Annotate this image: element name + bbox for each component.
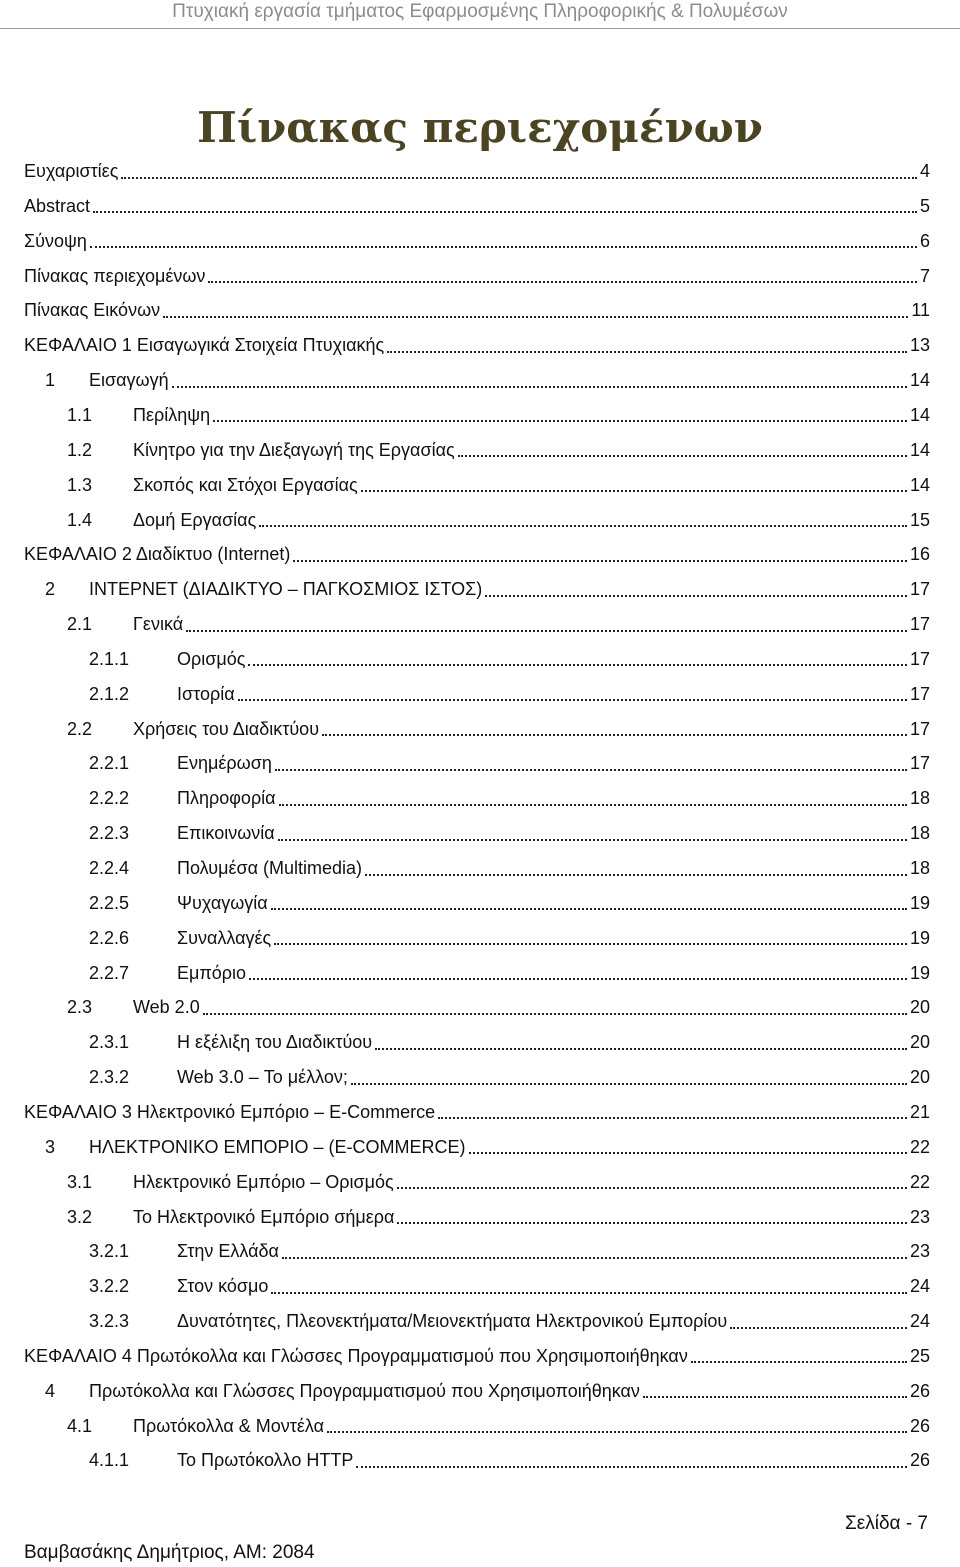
dot-leader — [361, 478, 907, 492]
toc-entry-page: 5 — [919, 195, 930, 216]
toc-entry-label: Πρωτόκολλα & Μοντέλα — [133, 1415, 325, 1436]
toc-entry-number: 2.3.1 — [89, 1032, 130, 1053]
dot-leader — [322, 722, 907, 736]
toc-entry-label: Web 3.0 – Το μέλλον; — [177, 1067, 348, 1088]
dot-leader — [279, 792, 907, 806]
toc-entry-number: 2.2.7 — [89, 962, 130, 983]
toc-entry[interactable] — [24, 1095, 930, 1130]
toc-entry-label: Χρήσεις του Διαδικτύου — [133, 718, 320, 739]
page-title: Πίνακας περιεχομένων — [197, 103, 763, 152]
toc-entry[interactable] — [89, 1269, 930, 1304]
toc-entry-page: 11 — [911, 300, 930, 321]
toc-entry-page: 14 — [909, 404, 930, 425]
toc-entry-number: 1.2 — [67, 439, 93, 460]
toc-entry[interactable] — [89, 921, 930, 956]
dot-leader — [327, 1419, 907, 1433]
toc-entry[interactable] — [24, 259, 930, 294]
toc-entry[interactable] — [45, 572, 930, 607]
toc-entry-number: 4.1.1 — [89, 1450, 130, 1471]
page-number: Σελίδα - 7 — [845, 1513, 928, 1534]
toc-entry-page: 19 — [909, 892, 930, 913]
dot-leader — [356, 1454, 907, 1468]
toc-entry-page: 19 — [909, 927, 930, 948]
toc-entry-label: Πίνακας Εικόνων — [24, 300, 161, 321]
toc-entry[interactable] — [89, 1443, 930, 1478]
dot-leader — [208, 269, 917, 283]
toc-entry-page: 17 — [909, 614, 930, 635]
toc-entry-page: 22 — [909, 1136, 930, 1157]
toc-entry-page: 17 — [909, 683, 930, 704]
toc-entry-page: 17 — [909, 648, 930, 669]
toc-entry-page: 19 — [909, 962, 930, 983]
toc-entry-page: 25 — [909, 1345, 930, 1366]
toc-entry-number: 2.2.6 — [89, 927, 130, 948]
toc-entry[interactable] — [24, 1339, 930, 1374]
toc-entry-label: ΚΕΦΑΛΑΙΟ 4 Πρωτόκολλα και Γλώσσες Προγραμματισμού που Χρησιμοποιήθηκαν — [24, 1345, 688, 1366]
dot-leader — [213, 408, 907, 422]
dot-leader — [278, 827, 907, 841]
toc-entry[interactable] — [67, 433, 930, 468]
dot-leader — [351, 1071, 907, 1085]
toc-entry-label: Σκοπός και Στόχοι Εργασίας — [133, 474, 358, 495]
toc-entry[interactable] — [45, 1130, 930, 1165]
dot-leader — [469, 1140, 907, 1154]
toc-entry-page: 21 — [909, 1101, 930, 1122]
toc-entry-label: Στην Ελλάδα — [177, 1241, 279, 1262]
toc-entry-label: Το Ηλεκτρονικό Εμπόριο σήμερα — [133, 1206, 395, 1227]
toc-entry[interactable] — [89, 816, 930, 851]
toc-entry-label: Το Πρωτόκολλο HTTP — [177, 1450, 354, 1471]
dot-leader — [397, 1210, 907, 1224]
dot-leader — [93, 199, 917, 213]
toc-entry-number: 3.2 — [67, 1206, 93, 1227]
dot-leader — [259, 513, 907, 527]
toc-entry-label: Abstract — [24, 195, 91, 216]
dot-leader — [458, 443, 907, 457]
toc-entry-label: Ιστορία — [177, 683, 235, 704]
dot-leader — [249, 966, 907, 980]
toc-entry-number: 4 — [45, 1380, 56, 1401]
toc-entry-label: ΚΕΦΑΛΑΙΟ 2 Διαδίκτυο (Internet) — [24, 544, 291, 565]
toc-entry[interactable] — [67, 1165, 930, 1200]
dot-leader — [730, 1315, 907, 1329]
dot-leader — [643, 1384, 907, 1398]
toc-entry-page: 20 — [909, 997, 930, 1018]
toc-entry-label: Ενημέρωση — [177, 753, 272, 774]
toc-entry[interactable] — [89, 746, 930, 781]
toc-entry-label: Η εξέλιξη του Διαδικτύου — [177, 1032, 373, 1053]
toc-entry[interactable] — [89, 1304, 930, 1339]
toc-entry-label: ΚΕΦΑΛΑΙΟ 1 Εισαγωγικά Στοιχεία Πτυχιακής — [24, 335, 385, 356]
toc-entry-label: Δομή Εργασίας — [133, 509, 257, 530]
toc-entry-number: 2.1 — [67, 614, 93, 635]
toc-entry-page: 23 — [909, 1241, 930, 1262]
toc-entry-label: ΚΕΦΑΛΑΙΟ 3 Ηλεκτρονικό Εμπόριο – E-Commerce — [24, 1101, 436, 1122]
toc-entry[interactable] — [89, 886, 930, 921]
toc-entry-page: 17 — [909, 753, 930, 774]
toc-entry-number: 2.2.4 — [89, 858, 130, 878]
dot-leader — [365, 862, 907, 876]
dot-leader — [293, 548, 907, 562]
dot-leader — [271, 1280, 907, 1294]
header-divider — [0, 28, 960, 29]
toc-entry-number: 1 — [45, 370, 56, 391]
toc-entry-label: Γενικά — [133, 614, 184, 635]
dot-leader — [172, 374, 907, 388]
toc-entry-page: 18 — [909, 788, 930, 809]
running-header: Πτυχιακή εργασία τμήματος Εφαρμοσμένης Πληροφορικής & Πολυμέσων — [172, 1, 788, 22]
dot-leader — [163, 304, 908, 318]
toc-entry-label: ΙΝΤΕΡΝΕΤ (ΔΙΑΔΙΚΤΥΟ – ΠΑΓΚΟΣΜΙΟΣ ΙΣΤΟΣ) — [89, 579, 483, 600]
toc-entry-number: 3 — [45, 1136, 56, 1157]
toc-entry-page: 18 — [909, 823, 930, 844]
toc-entry[interactable] — [67, 990, 930, 1025]
toc-entry-page: 14 — [909, 439, 930, 460]
toc-entry-label: Ψυχαγωγία — [177, 892, 268, 913]
toc-entry[interactable] — [89, 677, 930, 712]
dot-leader — [203, 1001, 907, 1015]
toc-entry-label: Πίνακας περιεχομένων — [24, 265, 206, 286]
dot-leader — [271, 896, 907, 910]
author-footer: Βαμβασάκης Δημήτριος, ΑΜ: 2084 — [24, 1542, 315, 1563]
toc-entry[interactable] — [67, 607, 930, 642]
toc-entry-label: Ηλεκτρονικό Εμπόριο – Ορισμός — [133, 1171, 394, 1192]
toc-entry-page: 6 — [919, 230, 930, 251]
toc-entry-number: 1.3 — [67, 474, 93, 495]
toc-entry-page: 14 — [909, 474, 930, 495]
toc-entry-number: 2.3.2 — [89, 1067, 130, 1088]
toc-entry-page: 20 — [909, 1032, 930, 1053]
dot-leader — [274, 931, 907, 945]
toc-entry-number: 2.1.2 — [89, 683, 130, 704]
toc-entry[interactable] — [24, 328, 930, 363]
toc-entry-label: Σύνοψη — [24, 230, 87, 251]
toc-entry[interactable] — [24, 189, 930, 224]
toc-entry-label: Ορισμός — [177, 648, 246, 669]
dot-leader — [121, 165, 917, 179]
toc-entry-label: Στον κόσμο — [177, 1276, 269, 1297]
toc-entry-page: 17 — [909, 579, 930, 600]
toc-entry-page: 26 — [909, 1450, 930, 1471]
toc-entry[interactable] — [45, 363, 930, 398]
toc-entry-label: Κίνητρο για την Διεξαγωγή της Εργασίας — [133, 439, 455, 460]
toc-entry-label: Εισαγωγή — [89, 370, 169, 391]
toc-entry-page: 18 — [909, 858, 930, 878]
toc-entry-page: 17 — [909, 718, 930, 739]
dot-leader — [90, 234, 917, 248]
dot-leader — [248, 652, 907, 666]
toc-entry[interactable] — [89, 642, 930, 677]
toc-entry-number: 2.2 — [67, 718, 93, 739]
toc-entry-page: 26 — [909, 1415, 930, 1436]
toc-entry-page: 4 — [919, 161, 930, 181]
toc-entry-number: 2.2.5 — [89, 892, 130, 913]
toc-entry-number: 2 — [45, 579, 56, 600]
toc-entry[interactable] — [67, 398, 930, 433]
dot-leader — [275, 757, 907, 771]
toc-entry-number: 2.2.3 — [89, 823, 130, 844]
toc-entry[interactable] — [89, 1060, 930, 1095]
toc-entry-label: Περίληψη — [133, 404, 211, 425]
dot-leader — [282, 1245, 907, 1259]
toc-entry[interactable] — [89, 851, 930, 886]
toc-entry-label: Πληροφορία — [177, 788, 276, 809]
toc-entry-number: 2.3 — [67, 997, 93, 1018]
toc-entry[interactable] — [24, 537, 930, 572]
toc-entry-page: 24 — [909, 1276, 930, 1297]
toc-entry[interactable] — [24, 154, 930, 189]
toc-entry[interactable] — [89, 1025, 930, 1060]
dot-leader — [691, 1349, 907, 1363]
dot-leader — [387, 339, 907, 353]
toc-entry-label: Πρωτόκολλα και Γλώσσες Προγραμματισμού που Χρησιμοποιήθηκαν — [89, 1380, 640, 1401]
toc-entry-label: Πολυμέσα (Multimedia) — [177, 858, 363, 878]
toc-entry-label: Ευχαριστίες — [24, 161, 119, 181]
toc-entry-number: 3.2.3 — [89, 1311, 130, 1332]
toc-entry[interactable] — [67, 503, 930, 538]
toc-entry[interactable] — [89, 781, 930, 816]
dot-leader — [238, 687, 907, 701]
toc-entry[interactable] — [67, 468, 930, 503]
dot-leader — [186, 618, 907, 632]
toc-entry-label: ΗΛΕΚΤΡΟΝΙΚΟ ΕΜΠΟΡΙΟ – (E-COMMERCE) — [89, 1136, 466, 1157]
toc-entry-label: Web 2.0 — [133, 997, 200, 1018]
toc-entry-number: 3.2.1 — [89, 1241, 130, 1262]
toc-entry-page: 15 — [909, 509, 930, 530]
toc-entry-page: 24 — [909, 1311, 930, 1332]
toc-entry-page: 23 — [909, 1206, 930, 1227]
toc-entry[interactable] — [67, 1200, 930, 1235]
dot-leader — [438, 1105, 907, 1119]
toc-entry-label: Δυνατότητες, Πλεονεκτήματα/Μειονεκτήματα Ηλεκτρονικού Εμπορίου — [177, 1311, 728, 1332]
toc-entry-label: Συναλλαγές — [177, 927, 272, 948]
toc-entry[interactable] — [45, 1374, 930, 1409]
toc-entry-page: 13 — [909, 335, 930, 356]
toc-entry[interactable] — [24, 224, 930, 259]
toc-entry-number: 2.2.1 — [89, 753, 130, 774]
toc-entry[interactable] — [67, 712, 930, 747]
toc-entry-page: 26 — [909, 1380, 930, 1401]
toc-entry-number: 1.1 — [67, 404, 93, 425]
toc-entry-page: 22 — [909, 1171, 930, 1192]
toc-entry-number: 3.1 — [67, 1171, 93, 1192]
dot-leader — [485, 583, 907, 597]
toc-entry-label: Επικοινωνία — [177, 823, 275, 844]
toc-entry-number: 4.1 — [67, 1415, 93, 1436]
toc-entry[interactable] — [24, 293, 930, 328]
toc-entry[interactable] — [89, 1234, 930, 1269]
toc-entry-number: 1.4 — [67, 509, 93, 530]
toc-entry[interactable] — [67, 1409, 930, 1444]
toc-entry-page: 14 — [909, 370, 930, 391]
toc-entry-number: 3.2.2 — [89, 1276, 130, 1297]
dot-leader — [375, 1036, 907, 1050]
toc-entry-label: Εμπόριο — [177, 962, 247, 983]
toc-entry-page: 20 — [909, 1067, 930, 1088]
toc-entry-number: 2.1.1 — [89, 648, 130, 669]
toc-entry[interactable] — [89, 956, 930, 991]
toc-entry-number: 2.2.2 — [89, 788, 130, 809]
toc-entry-page: 16 — [909, 544, 930, 565]
dot-leader — [397, 1175, 907, 1189]
toc-entry-page: 7 — [919, 265, 930, 286]
